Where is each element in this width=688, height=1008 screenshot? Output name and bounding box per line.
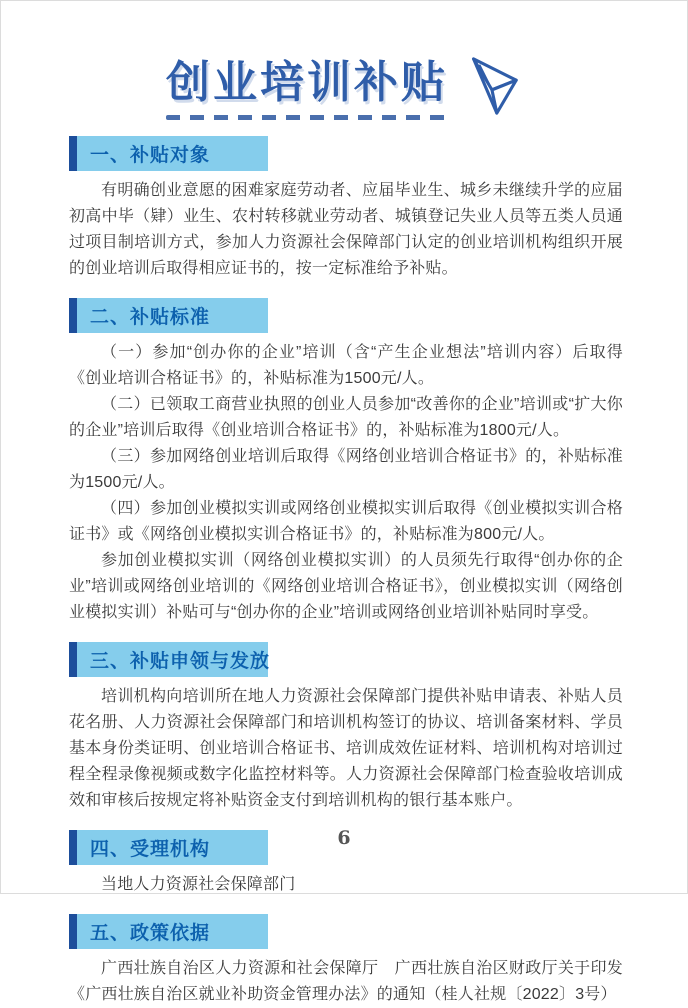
section-heading [69,298,268,333]
section-paragraph: （一）参加“创办你的企业”培训（含“产生企业想法”培训内容）后取得《创业培训合格证书》的，补贴标准为1500元/人。 [69,344,623,388]
page-number: 6 [337,827,351,849]
paper-plane-icon [460,55,522,117]
section-heading-text: 三、补贴申领与发放 [90,651,271,673]
section-heading [69,642,271,677]
page-title: 创业培训补贴 [166,58,448,107]
section-paragraph: 当地人力资源社会保障部门 [101,876,296,894]
section-subsidy-standard [69,298,623,626]
section-heading [69,136,268,171]
section-paragraph: （四）参加创业模拟实训或网络创业模拟实训后取得《创业模拟实训合格证书》或《网络创业模拟实训合格证书》的，补贴标准为800元/人。 [69,500,623,544]
section-paragraph: （三）参加网络创业培训后取得《网络创业培训合格证书》的，补贴标准为1500元/人。 [69,448,623,492]
document-content [1,136,687,1008]
title-block [1,59,687,120]
section-heading-text: 五、政策依据 [90,923,211,945]
section-paragraph: 有明确创业意愿的困难家庭劳动者、应届毕业生、城乡未继续升学的应届初高中毕（肄）业生、农村转移就业劳动者、城镇登记失业人员等五类人员通过项目制培训方式，参加人力资源社会保障部门认定的创业培训机构组织开展的创业培训后取得相应证书的，按一定标准给予补贴。 [69,182,623,278]
title-underline-dashed [166,115,448,120]
section-paragraph: 培训机构向培训所在地人力资源社会保障部门提供补贴申请表、补贴人员花名册、人力资源社会保障部门和培训机构签订的协议、培训备案材料、学员基本身份类证明、创业培训合格证书、培训成效佐证材料、培训机构对培训过程全程录像视频或数字化监控材料等。人力资源社会保障部门检查验收培训成效和审核后按规定将补贴资金支付到培训机构的银行基本账户。 [69,688,623,810]
section-application-disbursement [69,642,623,814]
section-heading-text: 二、补贴标准 [90,307,211,329]
section-heading [69,914,268,949]
section-paragraph: 参加创业模拟实训（网络创业模拟实训）的人员须先行取得“创办你的企业”培训或网络创业培训的《网络创业培训合格证书》，创业模拟实训（网络创业模拟实训）补贴可与“创办你的企业”培训或网络创业培训补贴同时享受。 [69,552,623,622]
section-heading-text: 一、补贴对象 [90,145,211,167]
title-group [166,59,522,120]
section-paragraph: 广西壮族自治区人力资源和社会保障厅 广西壮族自治区财政厅关于印发《广西壮族自治区就业补助资金管理办法》的通知（桂人社规〔2022〕3号） [69,960,623,1004]
section-subsidy-target [69,136,623,282]
section-policy-basis [69,914,623,1008]
section-heading-text: 四、受理机构 [90,839,211,861]
section-paragraph: （二）已领取工商营业执照的创业人员参加“改善你的企业”培训或“扩大你的企业”培训后取得《创业培训合格证书》的，补贴标准为1800元/人。 [69,396,623,440]
